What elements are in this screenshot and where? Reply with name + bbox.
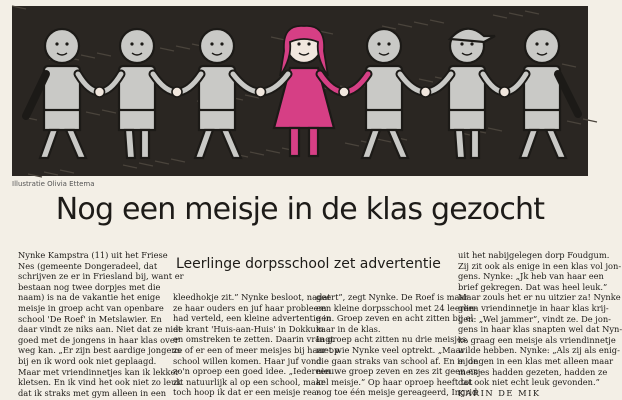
article-line: bij en ik word ook niet geplaagd.: [18, 355, 157, 366]
article-line: meisjes hadden gezeten, hadden ze: [458, 366, 608, 377]
article-line: en omstreken te zetten. Daarin vraagt: [173, 334, 334, 345]
article-line: die gaan straks van school af. En in de: [316, 355, 479, 366]
article-line: weg kan. „Er zijn best aardige jongens: [18, 345, 181, 356]
article-line: nieuwe groep zeven en zes zit geen en-: [316, 366, 482, 377]
hands: [339, 87, 349, 97]
article-line: school willen komen. Haar juf vond: [173, 355, 322, 366]
article-line: uit het nabijgelegen dorp Foudgum.: [458, 250, 610, 260]
hands: [500, 87, 510, 97]
article-line: kaar in de klas.: [316, 323, 381, 334]
article-line: naam) is na de vakantie het enige: [18, 292, 161, 303]
article-line: een kleine dorpsschool met 24 leerlin-: [316, 302, 478, 313]
article-line: kel meisje.” Op haar oproep heeft tot: [316, 376, 473, 387]
article-line: zo'n oproep een goed idee. „Iedereen: [173, 366, 331, 377]
children-holding-hands-illustration: [12, 6, 588, 176]
article-line: kleedhokje zit.” Nynke besloot, nadat: [173, 292, 331, 302]
illustration: [12, 6, 588, 176]
article-column-2: [173, 292, 340, 398]
article-line: goed met de jongens in haar klas over: [18, 334, 179, 345]
article-line: ke graag een meisje als vriendinnetje: [458, 334, 616, 345]
article-line: Zij zit ook als enige in een klas vol jon-: [458, 260, 622, 271]
article-line: wilde hebben. Nynke: „Als zij als enig-: [458, 345, 620, 356]
article-line: geen vriendinnetje in haar klas krij-: [458, 302, 609, 313]
headline: Nog een meisje in de klas gezocht: [55, 192, 545, 227]
article-line: gens in haar klas snapten wel dat Nyn-: [458, 324, 622, 335]
subheadline: Leerlinge dorpsschool zet advertentie: [176, 256, 441, 272]
article-line: school 'De Roef' in Metslawier. En: [18, 313, 162, 324]
article-line: had verteld, een kleine advertentie in: [173, 313, 332, 324]
article-line: zit natuurlijk al op een school, maar: [173, 376, 325, 387]
hands: [95, 87, 105, 97]
article-line: kletsen. En ik vind het ook niet zo leuk: [18, 377, 182, 388]
article-line: gen. Groep zeven en acht zitten bij el-: [316, 313, 477, 324]
article-line: Nes (gemeente Dongeradeel, dat: [18, 260, 158, 271]
article-line: nog toe één meisje gereageerd, Ingrid: [316, 387, 478, 398]
article-line: meisje in groep acht van openbare: [18, 302, 164, 313]
article-line: brief gekregen. Dat was heel leuk.”: [458, 281, 608, 292]
hands: [172, 87, 182, 97]
article-line: schrijven ze er in Friesland bij, want er: [18, 271, 184, 282]
hands: [256, 87, 266, 97]
article-line: de krant 'Huis-aan-Huis' in Dokkum: [173, 323, 324, 334]
article-line: ze haar ouders en juf haar probleem: [173, 302, 327, 313]
illustration-credit: Illustratie Olivia Ettema: [12, 180, 95, 188]
article-line: Maar met vriendinnetjes kan ik lekker: [18, 366, 180, 377]
article-line: dat ik straks met gym alleen in een: [18, 387, 167, 398]
article-line: e jongen in een klas met alleen maar: [458, 355, 614, 366]
article-line: dat ook niet echt leuk gevonden.”: [458, 377, 600, 388]
article-line: met wie Nynke veel optrekt. „Maar: [316, 344, 465, 355]
article-line: gens. Nynke: „Jk heb van haar een: [458, 271, 604, 282]
article-line: ze of er een of meer meisjes bij haar op: [173, 344, 340, 355]
article-column-3: [316, 292, 482, 398]
article-column-4: [458, 250, 622, 398]
article-line: gen. „Wel jammer”, vindt ze. De jon-: [458, 313, 611, 324]
article-column-1: [18, 250, 184, 398]
article-line: Nynke Kampstra (11) uit het Friese: [18, 250, 168, 260]
hands: [421, 87, 431, 97]
byline: KARIN DE MIK: [458, 387, 541, 398]
article-line: In groep acht zitten nu drie meisjes,: [316, 334, 469, 345]
article-line: toch hoop ik dat er een meisje rea-: [173, 387, 320, 398]
article-line: daar vindt ze niks aan. Niet dat ze niet: [18, 324, 182, 335]
article-line: Maar zouls het er nu uitzier za! Nynke: [458, 292, 621, 303]
article-line: bestaan nog twee dorpjes met die: [18, 281, 161, 292]
article-line: geert”, zegt Nynke. De Roef is maar: [316, 292, 469, 302]
